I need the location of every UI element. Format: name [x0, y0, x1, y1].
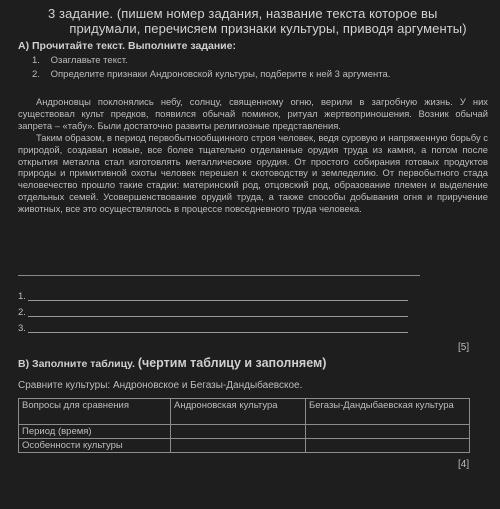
table-header-cell: Андроновская культура: [171, 399, 306, 425]
answer-underline: [28, 300, 408, 301]
task-list: [32, 54, 390, 82]
task-item: [32, 68, 390, 82]
section-b-title: [18, 356, 326, 370]
task-number: 2.: [32, 69, 40, 80]
table-cell: Период (время): [19, 425, 171, 439]
task-text: Озаглавьте текст.: [50, 55, 128, 66]
task-number: 1.: [32, 55, 40, 66]
table-cell: Особенности культуры: [19, 439, 171, 453]
score-section-b: [4]: [458, 459, 470, 470]
answer-lines: [18, 291, 26, 339]
table-cell[interactable]: [306, 439, 470, 453]
section-a-title: А) Прочитайте текст. Выполните задание:: [18, 40, 236, 52]
answer-underline: [28, 316, 408, 317]
section-b-title-main: В) Заполните таблицу.: [18, 358, 138, 370]
answer-underline: [28, 332, 408, 333]
text-paragraph-2: Таким образом, в период первобытнообщинного строя человек, ведя суровую и напряженную борьбу с природой, создавал новые, все более тщательно отделанные орудия труда из камня, а потом после открытия металла стал изготовлять металлические орудия. От простого собирания готовых продуктов природы и примитивной охоты человек перешел к скотоводству и земледелию. От первобытного стада человечество прошло такие стадии: материнский род, отцовский род, образование племен и выделение отдельных семей. Усовершенствование орудий труда, а также способы добывания огня и приручение животных, все это осуществлялось в процессе повседневного труда человека.: [18, 131, 488, 215]
divider: [18, 275, 420, 276]
comparison-table: [18, 398, 470, 453]
answer-line-3[interactable]: [18, 323, 26, 339]
compare-instruction: Сравните культуры: Андроновское и Бегазы-Дандыбаевское.: [18, 380, 303, 391]
score-section-a: [5]: [458, 342, 470, 353]
table-header-cell: Вопросы для сравнения: [19, 399, 171, 425]
table-cell[interactable]: [171, 425, 306, 439]
table-row: [19, 439, 470, 453]
answer-line-1[interactable]: [18, 291, 26, 307]
table-row: [19, 425, 470, 439]
table-cell[interactable]: [171, 439, 306, 453]
text-paragraph-1: Андроновцы поклонялись небу, солнцу, священному огню, верили в загробную жизнь. У них существовал культ предков, появился обычай поминок, ритуал жертвоприношения. Возник обычай запрета – «табу». Были достаточно развиты религиозные представления.: [18, 96, 488, 131]
answer-label: 1.: [18, 291, 26, 302]
task-header: [48, 6, 488, 36]
table-header-cell: Бегазы-Дандыбаевская культура: [306, 399, 470, 425]
table-header-row: [19, 399, 470, 425]
section-b-title-note: (чертим таблицу и заполняем): [137, 356, 327, 370]
answer-line-2[interactable]: [18, 307, 26, 323]
task-header-line-2: придумали, перечисяем признаки культуры, приводя аргументы): [69, 21, 467, 36]
reading-text: [18, 96, 488, 215]
task-text: Определите признаки Андроновской культуры, подберите к ней 3 аргумента.: [50, 69, 391, 80]
task-header-line-1: 3 задание. (пишем номер задания, название текста которое вы: [48, 6, 438, 21]
task-item: [32, 54, 390, 68]
answer-label: 2.: [18, 307, 26, 318]
answer-label: 3.: [18, 323, 26, 334]
table-cell[interactable]: [306, 425, 470, 439]
